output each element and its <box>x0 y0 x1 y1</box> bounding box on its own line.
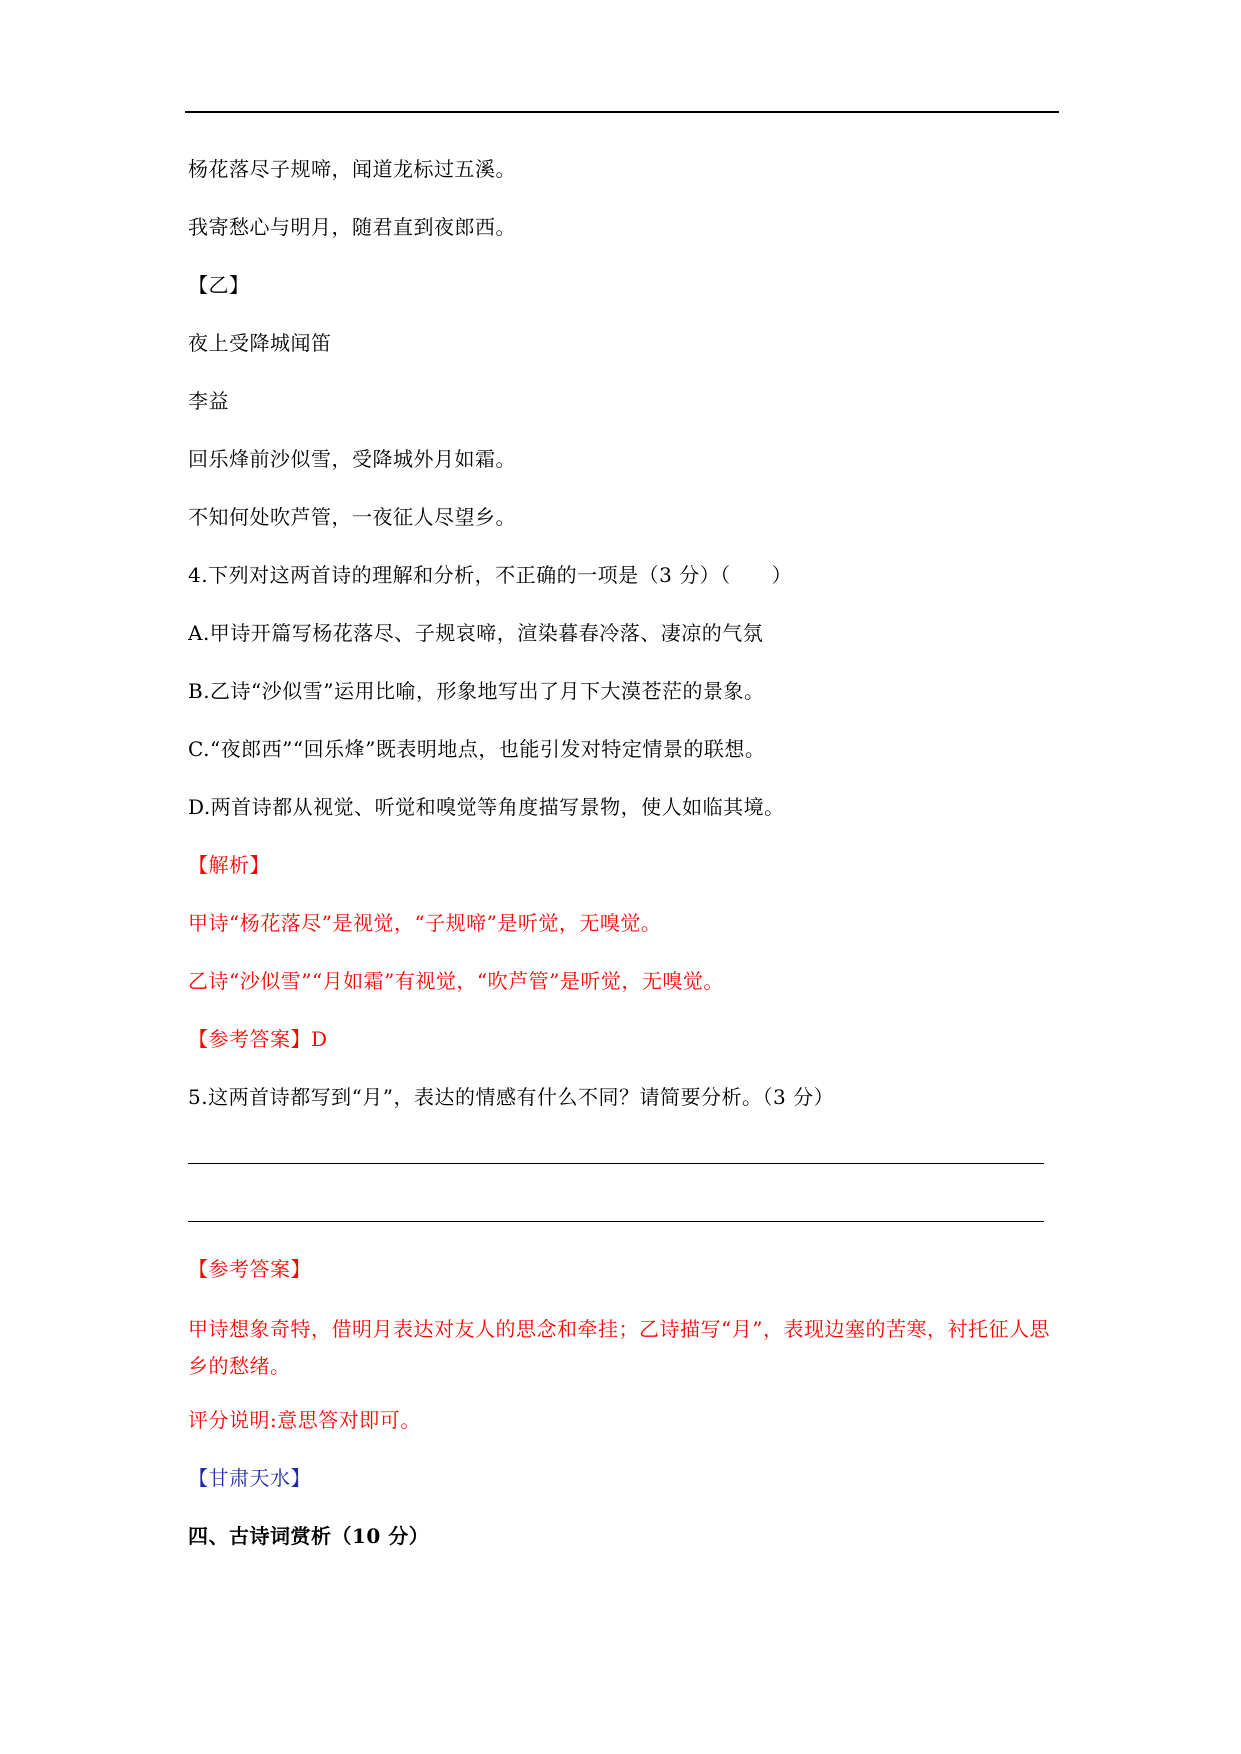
question-4-stem: 4.下列对这两首诗的理解和分析，不正确的一项是（3 分）（ ） <box>188 563 793 587</box>
question-4-option-b: B.乙诗“沙似雪”运用比喻，形象地写出了月下大漠苍茫的景象。 <box>188 679 765 703</box>
question-4-answer: 【参考答案】D <box>188 1027 328 1051</box>
poem-a-line-1: 杨花落尽子规啼，闻道龙标过五溪。 <box>188 157 516 181</box>
poem-b-line-2: 不知何处吹芦管，一夜征人尽望乡。 <box>188 505 516 529</box>
question-5-stem: 5.这两首诗都写到“月”，表达的情感有什么不同？请简要分析。（3 分） <box>188 1085 835 1109</box>
source-tag: 【甘肃天水】 <box>188 1466 311 1490</box>
header-rule <box>185 111 1059 113</box>
poem-b-label: 【乙】 <box>188 273 250 297</box>
question-4-option-c: C.“夜郎西”“回乐烽”既表明地点，也能引发对特定情景的联想。 <box>188 737 766 761</box>
poem-b-line-1: 回乐烽前沙似雪，受降城外月如霜。 <box>188 447 516 471</box>
question-4-analysis-line-1: 甲诗“杨花落尽”是视觉，“子规啼”是听觉，无嗅觉。 <box>188 911 662 935</box>
question-5-answer-text: 甲诗想象奇特，借明月表达对友人的思念和牵挂；乙诗描写“月”，表现边塞的苦寒，衬托征人思乡的愁绪。 <box>188 1317 1050 1378</box>
section-heading: 四、古诗词赏析（10 分） <box>188 1524 430 1548</box>
question-4-analysis-line-2: 乙诗“沙似雪”“月如霜”有视觉，“吹芦管”是听觉，无嗅觉。 <box>188 969 724 993</box>
question-5-scoring-note: 评分说明:意思答对即可。 <box>188 1408 421 1432</box>
question-5-answer-label: 【参考答案】 <box>188 1257 311 1281</box>
poem-b-author: 李益 <box>188 389 229 413</box>
question-4-option-d: D.两首诗都从视觉、听觉和嗅觉等角度描写景物，使人如临其境。 <box>188 795 785 819</box>
question-4-option-a: A.甲诗开篇写杨花落尽、子规哀啼，渲染暮春冷落、凄凉的气氛 <box>188 621 764 645</box>
answer-line-1 <box>188 1163 1044 1164</box>
poem-a-line-2: 我寄愁心与明月，随君直到夜郎西。 <box>188 215 516 239</box>
answer-line-2 <box>188 1221 1044 1222</box>
question-4-analysis-label: 【解析】 <box>188 853 270 877</box>
poem-b-title: 夜上受降城闻笛 <box>188 331 332 355</box>
